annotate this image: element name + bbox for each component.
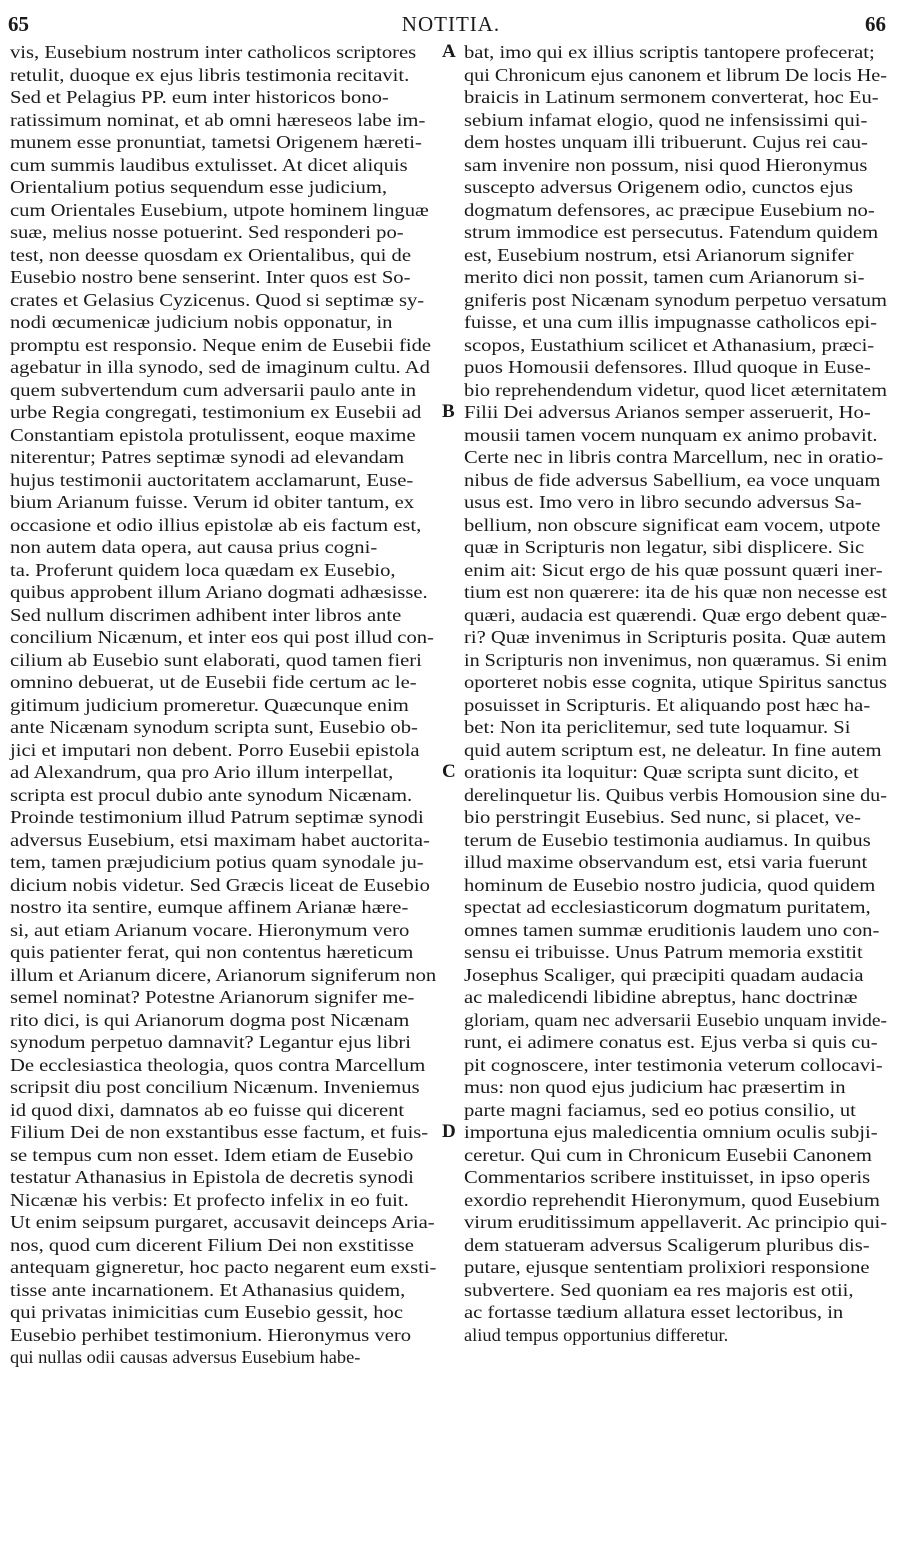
text-line-content: bio reprehendendum videtur, quod licet æternitatem xyxy=(464,379,888,400)
text-line-content: merito dici non possit, tamen cum Arianorum si- xyxy=(464,267,865,287)
text-line-content: ad Alexandrum, qua pro Ario illum interpellat, xyxy=(10,762,394,782)
text-line xyxy=(464,536,889,559)
text-line xyxy=(464,1121,889,1144)
text-line xyxy=(464,86,889,109)
text-line-content: runt, ei adimere conatus est. Ejus verba si quis cu- xyxy=(464,1032,878,1052)
text-line-content: subvertere. Sed quoniam ea res majoris est otii, xyxy=(464,1279,854,1300)
text-line xyxy=(10,694,450,717)
text-line xyxy=(10,1009,450,1032)
text-line-content: ac maledicendi libidine abreptus, hanc doctrinæ xyxy=(464,987,858,1007)
text-line-content: Orientalium potius sequendum esse judicium, xyxy=(10,177,388,197)
text-line-content: antequam gigneretur, hoc pacto negarent eum exsti- xyxy=(10,1257,437,1277)
text-line xyxy=(10,64,450,87)
text-line xyxy=(464,514,889,537)
text-line xyxy=(464,1211,889,1234)
text-line xyxy=(464,41,889,64)
text-line-content: test, non deesse quosdam ex Orientalibus, qui de xyxy=(10,244,412,265)
text-line-content: jici et imputari non debent. Porro Eusebii epistola xyxy=(10,739,420,760)
text-line-content: De ecclesiastica theologia, quos contra Marcellum xyxy=(10,1054,426,1075)
text-line-content: Certe nec in libris contra Marcellum, nec in oratio- xyxy=(464,447,884,467)
text-line xyxy=(10,514,450,537)
text-line xyxy=(10,311,450,334)
text-line-content: qui nullas odii causas adversus Eusebium habe- xyxy=(10,1347,361,1367)
text-line-content: non autem data opera, aut causa prius cogni- xyxy=(10,537,378,557)
margin-letter-b: B xyxy=(442,401,455,422)
text-line-content: Sed nullum discrimen adhibent inter libros ante xyxy=(10,604,402,625)
text-line xyxy=(10,919,450,942)
text-line xyxy=(464,1301,889,1324)
text-line-content: omnino debuerat, ut de Eusebii fide certum ac le- xyxy=(10,672,417,692)
text-line-content: si, aut etiam Arianum vocare. Hieronymum vero xyxy=(10,919,410,940)
text-line-content: spectat ad ecclesiasticorum dogmatum puritatem, xyxy=(464,897,871,917)
text-line-content: nostro ita sentire, eumque affinem Arianæ hære- xyxy=(10,897,409,917)
text-line xyxy=(10,986,450,1009)
text-line xyxy=(464,379,889,402)
text-line xyxy=(10,896,450,919)
text-line xyxy=(464,581,889,604)
text-line-content: gitimum judicium promeretur. Quæcunque enim xyxy=(10,694,409,715)
text-line xyxy=(464,266,889,289)
text-line xyxy=(464,919,889,942)
text-line xyxy=(10,761,450,784)
text-line xyxy=(10,266,450,289)
text-line-content: pit cognoscere, inter testimonia veterum collocavi- xyxy=(464,1054,883,1075)
text-line xyxy=(10,356,450,379)
text-line xyxy=(10,964,450,987)
text-line xyxy=(10,1256,450,1279)
text-line xyxy=(464,424,889,447)
text-line-content: tem, tamen præjudicium potius quam synodale ju- xyxy=(10,852,424,872)
text-line xyxy=(10,154,450,177)
text-line xyxy=(464,1279,889,1302)
text-line-content: rito dici, is qui Arianorum dogma post Nicænam xyxy=(10,1009,410,1030)
text-line xyxy=(464,941,889,964)
text-line-content: mus: non quod ejus judicium hac præsertim in xyxy=(464,1077,846,1097)
text-line xyxy=(464,1099,889,1122)
text-line xyxy=(10,739,450,762)
text-line xyxy=(10,131,450,154)
text-line xyxy=(10,446,450,469)
text-line-content: enim ait: Sicut ergo de his quæ possunt quæri iner- xyxy=(464,559,883,580)
page-number-left: 65 xyxy=(8,12,29,36)
text-line xyxy=(464,806,889,829)
text-line xyxy=(10,41,450,64)
text-line-content: qui Chronicum ejus canonem et librum De locis He- xyxy=(464,64,887,85)
text-line xyxy=(464,874,889,897)
text-line-content: Filii Dei adversus Arianos semper asseruerit, Ho- xyxy=(464,402,871,422)
text-line-content: Eusebio perhibet testimonium. Hieronymus vero xyxy=(10,1324,412,1345)
text-line xyxy=(10,941,450,964)
text-line xyxy=(10,289,450,312)
text-line-content: Filium Dei de non exstantibus esse factum, et fuis- xyxy=(10,1122,429,1142)
text-line-content: tisse ante incarnationem. Et Athanasius quidem, xyxy=(10,1279,406,1300)
text-line xyxy=(464,761,889,784)
text-line xyxy=(10,424,450,447)
text-line-content: dem hostes unquam illi tribuerunt. Cujus rei cau- xyxy=(464,132,868,152)
text-line-content: semel nominat? Potestne Arianorum signifer me- xyxy=(10,987,415,1007)
text-line-content: se tempus cum non esset. Idem etiam de Eusebio xyxy=(10,1144,414,1165)
text-line-content: fuisse, et una cum illis impugnasse catholicos epi- xyxy=(464,312,878,332)
text-line xyxy=(464,649,889,672)
page-number-right: 66 xyxy=(865,12,886,36)
text-line xyxy=(10,86,450,109)
text-line xyxy=(464,176,889,199)
text-line xyxy=(464,694,889,717)
text-line-content: id quod dixi, damnatos ab eo fuisse qui dicerent xyxy=(10,1099,405,1120)
margin-letter-a: A xyxy=(442,41,456,62)
text-line xyxy=(464,131,889,154)
text-line xyxy=(10,716,450,739)
text-line xyxy=(464,1144,889,1167)
text-line xyxy=(10,176,450,199)
text-line-content: cum summis laudibus extulisset. At dicet aliquis xyxy=(10,154,408,175)
text-line-content: niterentur; Patres septimæ synodi ad elevandam xyxy=(10,447,405,467)
text-line xyxy=(10,334,450,357)
text-line xyxy=(464,896,889,919)
text-line-content: putare, ejusque sententiam prolixiori responsione xyxy=(464,1257,870,1277)
text-line-content: urbe Regia congregati, testimonium ex Eusebii ad xyxy=(10,402,422,422)
text-line-content: suscepto adversus Origenem odio, cunctos ejus xyxy=(464,177,853,197)
text-line-content: bet: Non ita periclitemur, sed tute loquamur. Si xyxy=(464,717,851,737)
text-line-content: illum et Arianum dicere, Arianorum signiferum non xyxy=(10,964,437,985)
text-line-content: synodum perpetuo damnavit? Legantur ejus libri xyxy=(10,1032,411,1052)
text-line-content: hujus testimonii auctoritatem acclamarunt, Euse- xyxy=(10,469,414,490)
page-header xyxy=(0,0,902,40)
text-line-content: posuisset in Scripturis. Et aliquando post hæc ha- xyxy=(464,694,871,715)
text-line-content: tium est non quærere: ita de his quæ non necesse est xyxy=(464,582,888,602)
text-line xyxy=(10,806,450,829)
text-line xyxy=(10,671,450,694)
text-line xyxy=(464,469,889,492)
text-line-content: Josephus Scaliger, qui præcipiti quadam audacia xyxy=(464,964,864,985)
text-line-content: quæri, audacia est quærendi. Quæ ergo debent quæ- xyxy=(464,604,888,625)
text-line xyxy=(10,536,450,559)
text-line-content: scripsit diu post concilium Nicænum. Inveniemus xyxy=(10,1077,420,1097)
text-line-content: Eusebio nostro bene senserint. Inter quos est So- xyxy=(10,267,411,287)
text-line-content: quid autem scriptum est, ne deleatur. In fine autem xyxy=(464,739,882,760)
text-line xyxy=(464,604,889,627)
text-line xyxy=(10,784,450,807)
text-line-content: quæ in Scripturis non legatur, sibi displicere. Sic xyxy=(464,537,865,557)
text-line xyxy=(10,581,450,604)
text-line-content: dem statueram adversus Scaligerum pluribus dis- xyxy=(464,1234,870,1255)
text-line xyxy=(10,1054,450,1077)
text-line xyxy=(464,1324,889,1347)
text-line-content: ante Nicænam synodum scripta sunt, Eusebio ob- xyxy=(10,717,418,737)
right-text-column xyxy=(464,41,889,1346)
text-line-content: bellium, non obscure significat eam vocem, utpote xyxy=(464,514,881,535)
text-line xyxy=(464,1054,889,1077)
text-line-content: ac fortasse tædium allatura esset lectoribus, in xyxy=(464,1302,844,1322)
text-line xyxy=(10,1099,450,1122)
text-line xyxy=(10,1144,450,1167)
text-line-content: puos Homousii defensores. Illud quoque in Euse- xyxy=(464,357,871,377)
text-line-content: gniferis post Nicænam synodum perpetuo versatum xyxy=(464,289,887,310)
text-line-content: est, Eusebium nostrum, etsi Arianorum signifer xyxy=(464,244,854,265)
text-line-content: crates et Gelasius Cyzicenus. Quod si septimæ sy- xyxy=(10,289,425,310)
text-line xyxy=(10,626,450,649)
text-line xyxy=(464,829,889,852)
text-line xyxy=(464,986,889,1009)
text-line-content: dicium nobis videtur. Sed Græcis liceat de Eusebio xyxy=(10,874,430,895)
text-line-content: omnes tamen summæ eruditionis laudem uno con- xyxy=(464,919,880,940)
text-line xyxy=(10,1234,450,1257)
text-line xyxy=(10,559,450,582)
text-line-content: nodi œcumenicæ judicium nobis opponatur, in xyxy=(10,312,393,332)
text-line-content: sam invenire non possum, nisi quod Hieronymus xyxy=(464,154,868,175)
text-line-content: quem subvertendum cum adversarii paulo ante in xyxy=(10,379,417,400)
text-line xyxy=(464,1234,889,1257)
text-line-content: cum Orientales Eusebium, utpote hominem linguæ xyxy=(10,199,429,220)
text-line xyxy=(464,1256,889,1279)
text-line-content: Nicænæ his verbis: Et profecto infelix in eo fuit. xyxy=(10,1189,409,1210)
text-line xyxy=(464,244,889,267)
running-title: NOTITIA. xyxy=(401,12,501,36)
text-line xyxy=(10,1301,450,1324)
text-line xyxy=(464,1031,889,1054)
text-line xyxy=(10,874,450,897)
text-line xyxy=(464,221,889,244)
text-line xyxy=(10,851,450,874)
text-line-content: cilium ab Eusebio sunt elaborati, quod tamen fieri xyxy=(10,649,422,670)
text-line xyxy=(10,109,450,132)
text-line xyxy=(10,469,450,492)
text-line-content: ratissimum nominat, et ab omni hæreseos labe im- xyxy=(10,109,426,130)
text-line-content: gloriam, quam nec adversarii Eusebio unquam invide- xyxy=(464,1009,887,1030)
left-text-column xyxy=(10,41,450,1369)
text-line xyxy=(10,1211,450,1234)
text-line-content: bio perstringit Eusebius. Sed nunc, si placet, ve- xyxy=(464,807,862,827)
text-line-content: nibus de fide adversus Sabellium, ea voce unquam xyxy=(464,469,881,490)
text-line-content: aliud tempus opportunius differetur. xyxy=(464,1324,729,1345)
text-line-content: quis patienter ferat, qui non contentus hæreticum xyxy=(10,942,414,962)
text-line xyxy=(464,739,889,762)
text-line-content: terum de Eusebio testimonia audiamus. In quibus xyxy=(464,829,871,850)
text-line-content: adversus Eusebium, etsi maximam habet auctorita- xyxy=(10,829,430,850)
text-line xyxy=(10,1346,450,1369)
text-line-content: derelinquetur lis. Quibus verbis Homousion sine du- xyxy=(464,784,887,805)
text-line-content: importuna ejus maledicentia omnium oculis subji- xyxy=(464,1122,878,1142)
text-line xyxy=(10,1031,450,1054)
text-line xyxy=(464,1076,889,1099)
text-line-content: Sed et Pelagius PP. eum inter historicos bono- xyxy=(10,87,389,107)
text-line xyxy=(464,109,889,132)
text-line xyxy=(10,1166,450,1189)
text-line-content: Constantiam epistola protulissent, eoque maxime xyxy=(10,424,416,445)
text-line xyxy=(464,401,889,424)
text-line xyxy=(464,289,889,312)
text-line xyxy=(10,199,450,222)
text-line xyxy=(464,199,889,222)
margin-letter-c: C xyxy=(442,761,456,782)
text-line xyxy=(10,604,450,627)
text-line xyxy=(10,1076,450,1099)
text-line-content: ta. Proferunt quidem loca quædam ex Eusebio, xyxy=(10,559,396,580)
text-line-content: braicis in Latinum sermonem converterat, hoc Eu- xyxy=(464,87,879,107)
text-line-content: sebium infamat elogio, quod ne infensissimi qui- xyxy=(464,109,868,130)
text-line-content: ceretur. Qui cum in Chronicum Eusebii Canonem xyxy=(464,1144,872,1165)
text-line xyxy=(464,851,889,874)
text-line xyxy=(464,1166,889,1189)
text-line-content: scopos, Eustathium scilicet et Athanasium, præci- xyxy=(464,334,875,355)
text-line-content: usus est. Imo vero in libro secundo adversus Sa- xyxy=(464,492,862,512)
text-line-content: agebatur in illa synodo, sed de imaginum cultu. Ad xyxy=(10,357,430,377)
text-line xyxy=(464,716,889,739)
text-line-content: Proinde testimonium illud Patrum septimæ synodi xyxy=(10,807,424,827)
text-line xyxy=(10,829,450,852)
text-line-content: quibus approbent illum Ariano dogmati adhæsisse. xyxy=(10,582,428,602)
text-line-content: scripta est procul dubio ante synodum Nicænam. xyxy=(10,784,413,805)
text-line-content: illud maxime observandum est, etsi varia fuerunt xyxy=(464,852,868,872)
text-line-content: sensu ei tribuisse. Unus Patrum memoria exstitit xyxy=(464,942,863,962)
text-line xyxy=(10,244,450,267)
text-line xyxy=(464,356,889,379)
text-line-content: oporteret nobis esse cognita, utique Spiritus sanctus xyxy=(464,672,887,692)
text-line-content: in Scripturis non invenimus, non quæramus. Si enim xyxy=(464,649,887,670)
text-line-content: occasione et odio illius epistolæ ab eis factum est, xyxy=(10,514,422,535)
text-line-content: promptu est responsio. Neque enim de Eusebii fide xyxy=(10,334,432,355)
text-line xyxy=(464,154,889,177)
text-line-content: suæ, melius nosse potuerint. Sed responderi po- xyxy=(10,222,404,242)
text-line-content: Ut enim seipsum purgaret, accusavit deinceps Aria- xyxy=(10,1212,435,1232)
text-line-content: munem esse pronuntiat, tametsi Origenem hæreti- xyxy=(10,132,422,152)
text-line xyxy=(464,559,889,582)
text-line-content: strum immodice est persecutus. Fatendum quidem xyxy=(464,222,879,242)
text-line-content: qui privatas inimicitias cum Eusebio gessit, hoc xyxy=(10,1302,404,1322)
text-line xyxy=(464,626,889,649)
text-line-content: bat, imo qui ex illius scriptis tantopere profecerat; xyxy=(464,42,875,62)
text-line xyxy=(464,64,889,87)
text-line xyxy=(464,491,889,514)
text-line-content: ri? Quæ invenimus in Scripturis posita. Quæ autem xyxy=(464,627,887,647)
text-line xyxy=(10,401,450,424)
text-line xyxy=(10,1324,450,1347)
text-line-content: bium Arianum fuisse. Verum id obiter tantum, ex xyxy=(10,492,415,512)
text-line-content: mousii tamen vocem nunquam ex animo probavit. xyxy=(464,424,878,445)
text-line xyxy=(464,311,889,334)
text-line xyxy=(10,1121,450,1144)
text-line xyxy=(10,649,450,672)
text-line xyxy=(464,1009,889,1032)
text-line-content: retulit, duoque ex ejus libris testimonia recitavit. xyxy=(10,64,410,85)
text-line-content: parte magni faciamus, sed eo potius consilio, ut xyxy=(464,1099,856,1120)
text-line-content: vis, Eusebium nostrum inter catholicos scriptores xyxy=(10,42,417,62)
text-line-content: hominum de Eusebio nostro judicia, quod quidem xyxy=(464,874,876,895)
text-line-content: dogmatum defensores, ac præcipue Eusebium no- xyxy=(464,199,875,220)
text-line xyxy=(464,784,889,807)
text-line-content: virum eruditissimum appellaverit. Ac principio qui- xyxy=(464,1212,888,1232)
text-line xyxy=(10,1189,450,1212)
text-line xyxy=(10,491,450,514)
text-line-content: exordio reprehendit Hieronymum, quod Eusebium xyxy=(464,1189,880,1210)
text-line-content: testatur Athanasius in Epistola de decretis synodi xyxy=(10,1167,414,1187)
text-line xyxy=(464,1189,889,1212)
text-line xyxy=(464,671,889,694)
text-line xyxy=(10,379,450,402)
text-line xyxy=(10,221,450,244)
text-line-content: nos, quod cum dicerent Filium Dei non exstitisse xyxy=(10,1234,414,1255)
text-line xyxy=(464,334,889,357)
margin-letter-d: D xyxy=(442,1121,456,1142)
text-line xyxy=(10,1279,450,1302)
text-line xyxy=(464,964,889,987)
text-line xyxy=(464,446,889,469)
text-line-content: Commentarios scribere instituisset, in ipso operis xyxy=(464,1167,871,1187)
text-line-content: concilium Nicænum, et inter eos qui post illud con- xyxy=(10,627,434,647)
text-line-content: orationis ita loquitur: Quæ scripta sunt dicito, et xyxy=(464,762,859,782)
